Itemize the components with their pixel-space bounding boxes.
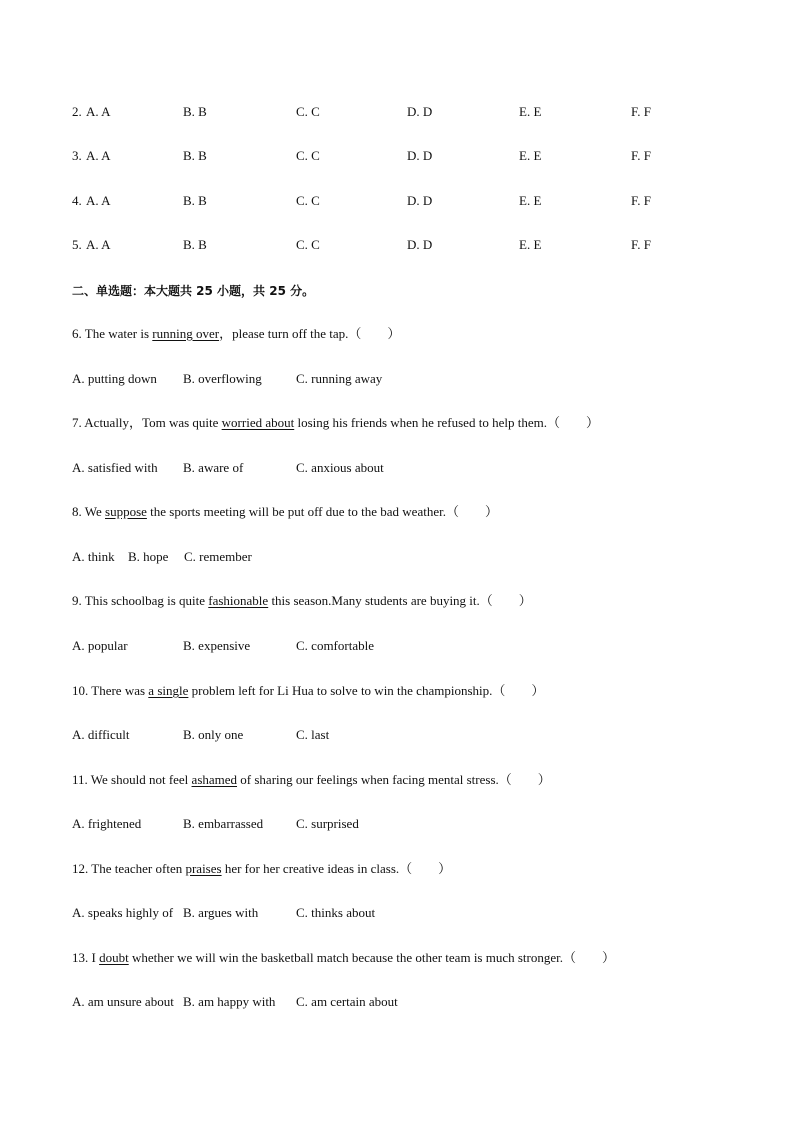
question-text: losing his friends when he refused to help them.（ ） xyxy=(294,415,599,430)
underlined-phrase: fashionable xyxy=(208,593,269,608)
question-11 xyxy=(72,772,551,788)
underlined-phrase: suppose xyxy=(105,504,147,519)
row-number: 3. xyxy=(72,148,82,163)
choice-b[interactable]: B. am happy with xyxy=(183,994,276,1009)
choice-b[interactable]: B. overflowing xyxy=(183,371,262,386)
option-d: D. D xyxy=(407,237,433,252)
choice-a[interactable]: A. satisfied with xyxy=(72,460,158,475)
option-c: C. C xyxy=(296,148,320,163)
choice-b[interactable]: B. hope xyxy=(128,549,169,564)
option-a: A. A xyxy=(86,237,111,252)
underlined-phrase: praises xyxy=(185,861,222,876)
choice-c[interactable]: C. thinks about xyxy=(296,905,376,920)
choice-b[interactable]: B. argues with xyxy=(183,905,259,920)
question-text: 11. We should not feel xyxy=(72,772,192,787)
option-f: F. F xyxy=(631,104,651,119)
option-f: F. F xyxy=(631,237,651,252)
option-d: D. D xyxy=(407,148,433,163)
row-number: 2. xyxy=(72,104,82,119)
choice-a[interactable]: A. am unsure about xyxy=(72,994,174,1009)
choice-c[interactable]: C. running away xyxy=(296,371,383,386)
option-d: D. D xyxy=(407,193,433,208)
underlined-phrase: a single xyxy=(148,683,189,698)
question-12 xyxy=(72,861,451,877)
option-c: C. C xyxy=(296,237,320,252)
question-13 xyxy=(72,950,615,966)
row-number: 4. xyxy=(72,193,82,208)
question-text: the sports meeting will be put off due to the bad weather.（ ） xyxy=(146,504,498,519)
choice-c[interactable]: C. anxious about xyxy=(296,460,384,475)
question-text: 9. This schoolbag is quite xyxy=(72,593,209,608)
question-text: ，please turn off the tap.（ ） xyxy=(219,326,401,341)
choice-a[interactable]: A. popular xyxy=(72,638,128,653)
option-b: B. B xyxy=(183,237,207,252)
choice-c[interactable]: C. remember xyxy=(184,549,252,564)
question-7 xyxy=(72,415,599,431)
question-text: of sharing our feelings when facing mental stress.（ ） xyxy=(237,772,551,787)
choice-b[interactable]: B. only one xyxy=(183,727,244,742)
choice-c[interactable]: C. surprised xyxy=(296,816,359,831)
question-6 xyxy=(72,326,400,342)
choice-a[interactable]: A. frightened xyxy=(72,816,142,831)
question-text: 7. Actually，Tom was quite xyxy=(72,415,222,430)
option-b: B. B xyxy=(183,104,207,119)
question-text: 13. I xyxy=(72,950,100,965)
option-c: C. C xyxy=(296,104,320,119)
choice-c[interactable]: C. comfortable xyxy=(296,638,374,653)
question-text: this season.Many students are buying it.（ ） xyxy=(268,593,532,608)
row-number: 5. xyxy=(72,237,82,252)
option-a: A. A xyxy=(86,104,111,119)
option-b: B. B xyxy=(183,193,207,208)
choice-c[interactable]: C. last xyxy=(296,727,330,742)
choice-b[interactable]: B. aware of xyxy=(183,460,244,475)
option-a: A. A xyxy=(86,148,111,163)
option-e: E. E xyxy=(519,148,542,163)
choice-b[interactable]: B. embarrassed xyxy=(183,816,264,831)
option-a: A. A xyxy=(86,193,111,208)
option-c: C. C xyxy=(296,193,320,208)
question-text: 12. The teacher often xyxy=(72,861,186,876)
choice-b[interactable]: B. expensive xyxy=(183,638,251,653)
question-text: whether we will win the basketball match because the other team is much stronger.（ ） xyxy=(128,950,616,965)
option-f: F. F xyxy=(631,193,651,208)
question-10 xyxy=(72,683,544,699)
underlined-phrase: running over xyxy=(152,326,220,341)
underlined-phrase: ashamed xyxy=(191,772,238,787)
choice-c[interactable]: C. am certain about xyxy=(296,994,398,1009)
choice-a[interactable]: A. speaks highly of xyxy=(72,905,174,920)
option-b: B. B xyxy=(183,148,207,163)
choice-a[interactable]: A. putting down xyxy=(72,371,157,386)
option-e: E. E xyxy=(519,193,542,208)
question-9 xyxy=(72,593,532,609)
choice-a[interactable]: A. difficult xyxy=(72,727,130,742)
question-text: 8. We xyxy=(72,504,106,519)
section-heading: 二、单选题：本大题共 25 小题，共 25 分。 xyxy=(72,284,315,298)
choice-a[interactable]: A. think xyxy=(72,549,115,564)
underlined-phrase: worried about xyxy=(221,415,295,430)
question-8 xyxy=(72,504,498,520)
option-e: E. E xyxy=(519,104,542,119)
option-f: F. F xyxy=(631,148,651,163)
question-text: 10. There was xyxy=(72,683,149,698)
option-d: D. D xyxy=(407,104,433,119)
option-e: E. E xyxy=(519,237,542,252)
question-text: her for her creative ideas in class.（ ） xyxy=(221,861,452,876)
question-text: 6. The water is xyxy=(72,326,153,341)
question-text: problem left for Li Hua to solve to win the championship.（ ） xyxy=(188,683,545,698)
underlined-phrase: doubt xyxy=(99,950,129,965)
